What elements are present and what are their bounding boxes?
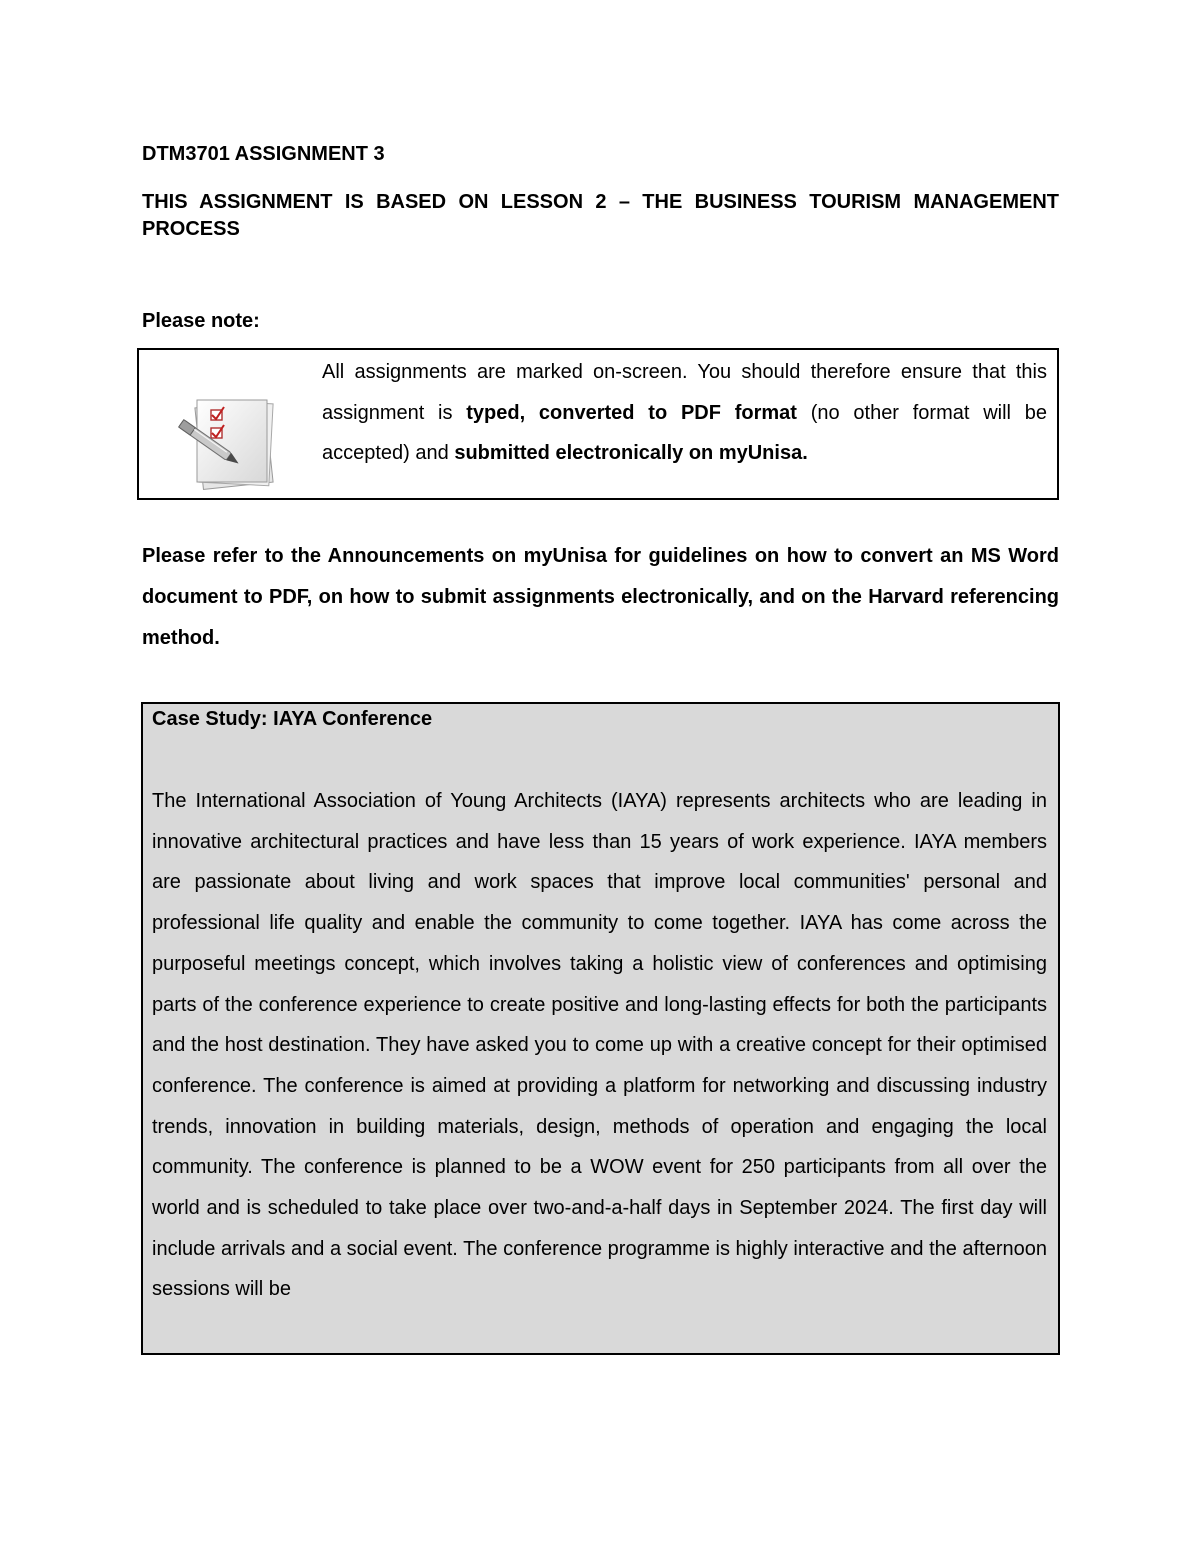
note-label: Please note:	[142, 310, 260, 332]
assignment-title: DTM3701 ASSIGNMENT 3	[142, 143, 385, 165]
note-text-part2: (no other format will be accepted) and	[322, 401, 1047, 464]
case-study-title: Case Study: IAYA Conference	[152, 708, 433, 730]
refer-instructions: Please refer to the Announcements on myUnisa for guidelines on how to convert an MS Word document to PDF, on how to submit assignments electronically, and on the Harvard referencing method.	[142, 545, 1059, 649]
note-box	[137, 348, 1059, 500]
note-text	[322, 352, 1047, 474]
assignment-subtitle: THIS ASSIGNMENT IS BASED ON LESSON 2 – THE BUSINESS TOURISM MANAGEMENT PROCESS	[142, 191, 1059, 240]
note-text-part1: All assignments are marked on-screen. You should therefore ensure that this assignment is	[322, 361, 1047, 424]
case-study-box	[141, 702, 1060, 1355]
note-text-bold2: submitted electronically on myUnisa.	[454, 442, 808, 464]
case-study-body: The International Association of Young Architects (IAYA) represents architects who are leading in innovative architectural practices and have less than 15 years of work experience. IAYA members are passionate about living and work spaces that improve local communities' personal and professional life quality and enable the community to come together. IAYA has come across the purposeful meetings concept, which involves taking a holistic view of conferences and optimising parts of the conference experience to create positive and long-lasting effects for both the participants and the host destination. They have asked you to come up with a creative concept for their optimised conference. The conference is aimed at providing a platform for networking and discussing industry trends, innovation in building materials, design, methods of operation and engaging the local community. The conference is planned to be a WOW event for 250 participants from all over the world and is scheduled to take place over two-and-a-half days in September 2024. The first day will include arrivals and a social event. The conference programme is highly interactive and the afternoon sessions will be	[152, 790, 1047, 1301]
checklist-pen-icon	[177, 394, 287, 494]
note-text-bold1: typed, converted to PDF format	[466, 401, 797, 424]
